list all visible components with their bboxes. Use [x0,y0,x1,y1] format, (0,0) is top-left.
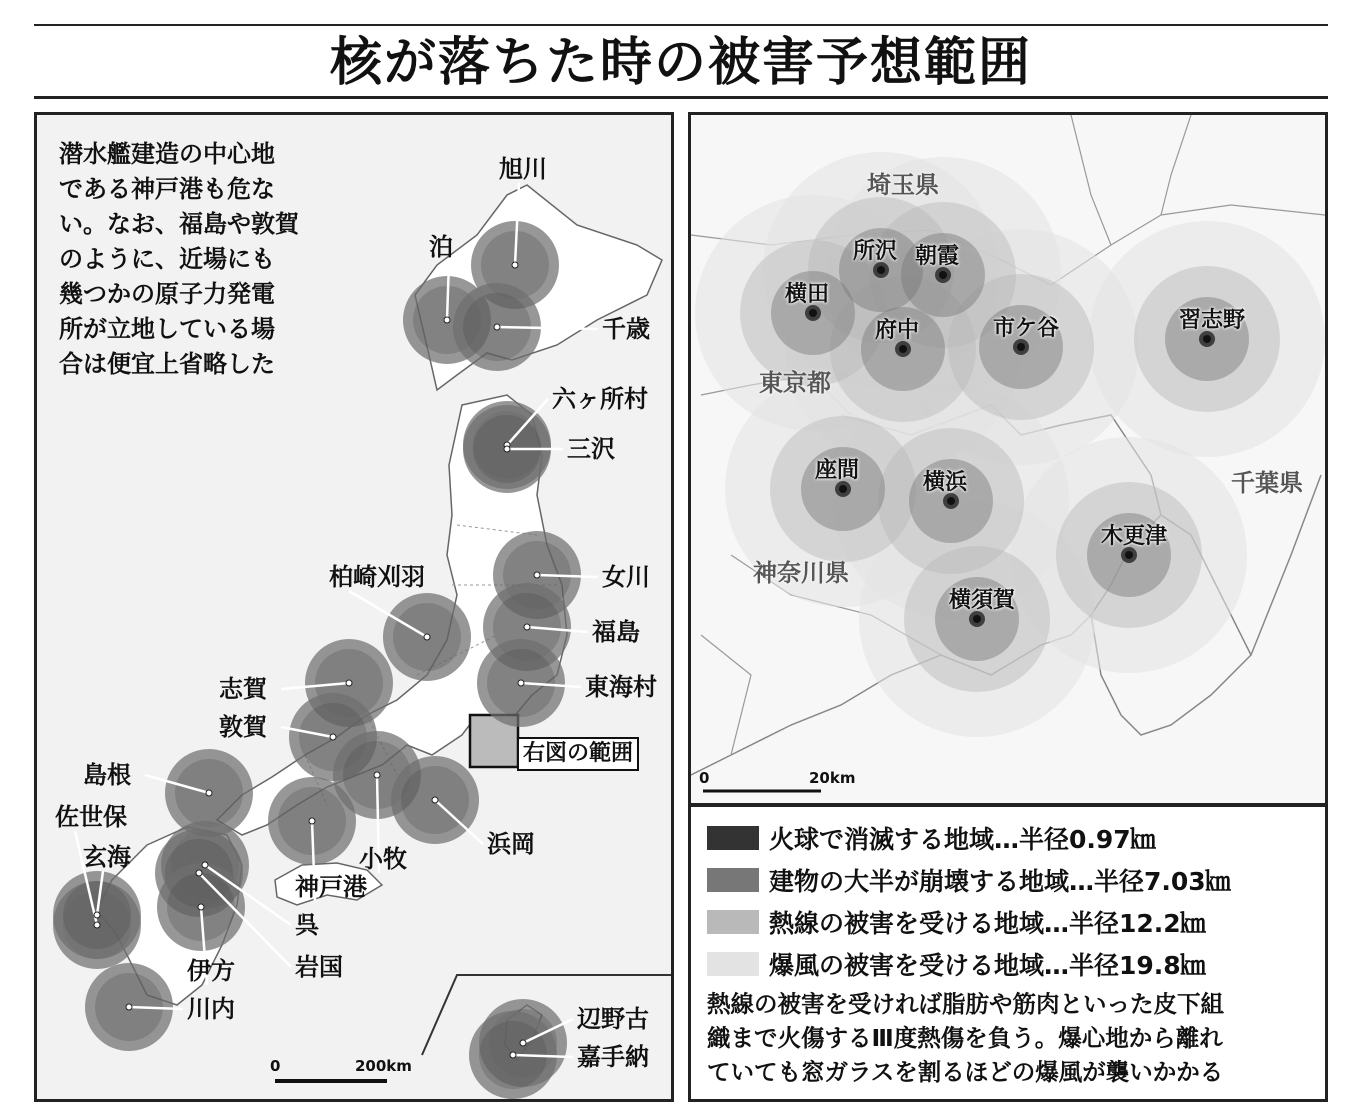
legend-swatch-collapse [707,868,759,892]
site-dot-site-10 [330,734,336,740]
site-label-site-17: 呉 [295,911,319,939]
site-label-site-5: 女川 [602,563,650,591]
kanto-dot-site-0 [877,266,885,274]
site-label-site-21: 辺野古 [577,1005,649,1033]
page-title: 核が落ちた時の被害予想範囲 [329,33,1032,93]
site-dot-site-13 [374,772,380,778]
kanto-dot-site-8 [1125,551,1133,559]
site-dot-site-12 [94,922,100,928]
left-note: 潜水艦建造の中心地 である神戸港も危な い。なお、福島や敦賀 のように、近場にも 幾つかの原子力発電 所が立地している場 合は便宜上省略した [59,140,299,378]
kanto-dot-site-9 [973,615,981,623]
scale-distance: 200km [355,1057,412,1075]
site-label-site-14: 浜岡 [487,830,535,858]
site-dot-site-6 [424,634,430,640]
site-dot-site-15 [94,912,100,918]
kanto-scale-distance: 20km [809,769,856,787]
kanto-label-site-5: 習志野 [1179,308,1246,333]
site-dot-site-16 [309,818,315,824]
pref-kanagawa: 神奈川県 [753,559,849,587]
kanto-label-site-9: 横須賀 [949,588,1016,613]
site-label-site-4: 三沢 [567,435,615,463]
site-dot-site-20 [126,1004,132,1010]
legend-swatch-blast [707,952,759,976]
legend [688,804,1328,1102]
site-label-site-8: 東海村 [585,673,657,701]
legend-row-fireball [707,821,1156,855]
kanto-scale-zero: 0 [699,769,710,787]
kanto-dot-site-7 [947,497,955,505]
site-label-site-9: 志賀 [219,675,267,703]
site-label-site-15: 玄海 [83,843,131,871]
kanto-label-site-0: 所沢 [853,239,898,264]
kanto-label-site-4: 市ケ谷 [993,316,1060,341]
kanto-dot-site-4 [1017,343,1025,351]
site-label-site-16: 神戸港 [295,873,367,901]
site-label-site-7: 福島 [592,618,640,646]
site-dot-site-22 [510,1052,516,1058]
site-label-site-19: 伊方 [187,957,235,985]
site-dot-site-0 [512,262,518,268]
damage-circles-kanto [695,152,1325,737]
site-label-site-22: 嘉手納 [577,1043,649,1071]
kanto-dot-site-1 [939,271,947,279]
site-dot-site-7 [524,624,530,630]
kanto-map-panel [688,112,1328,806]
pref-saitama: 埼玉県 [867,171,939,199]
site-dot-site-2 [494,324,500,330]
japan-map-panel [34,112,674,1102]
kanto-label-site-3: 府中 [875,318,920,343]
site-dot-site-18 [196,870,202,876]
kanto-label-site-2: 横田 [785,282,830,307]
kanto-dot-site-6 [839,485,847,493]
site-dot-site-5 [534,572,540,578]
pref-chiba: 千葉県 [1231,469,1303,497]
legend-row-thermal [707,905,1206,939]
site-label-site-1: 泊 [429,233,453,261]
legend-label-blast: 爆風の被害を受ける地域…半径19.8㎞ [769,951,1206,980]
scale-zero: 0 [270,1057,281,1075]
inset-label: 右図の範囲 [517,737,639,771]
kanto-dot-site-2 [809,309,817,317]
pref-tokyo: 東京都 [759,369,831,397]
site-label-site-12: 佐世保 [55,803,127,831]
title-bottom-rule [34,96,1328,99]
site-label-site-0: 旭川 [499,155,547,183]
kanto-label-site-6: 座間 [815,458,860,483]
site-dot-site-19 [198,904,204,910]
site-dot-site-1 [444,317,450,323]
site-dot-site-4 [504,446,510,452]
kanto-label-site-1: 朝霞 [915,244,960,269]
kanto-dot-site-5 [1203,335,1211,343]
site-label-site-20: 川内 [187,995,235,1023]
kanto-label-site-7: 横浜 [923,470,968,495]
site-dot-site-14 [432,797,438,803]
site-label-site-13: 小牧 [359,845,407,873]
legend-row-collapse [707,863,1231,897]
site-label-site-3: 六ヶ所村 [552,385,648,413]
site-dot-site-8 [518,680,524,686]
legend-swatch-fireball [707,826,759,850]
site-label-site-11: 島根 [83,761,131,789]
site-dot-site-17 [202,862,208,868]
site-dot-site-9 [346,680,352,686]
site-dot-site-21 [520,1040,526,1046]
site-label-site-18: 岩国 [295,953,343,981]
kanto-label-site-8: 木更津 [1101,524,1168,549]
kanto-dot-site-3 [899,345,907,353]
title-top-rule [34,24,1328,26]
site-label-site-6: 柏崎刈羽 [329,563,425,591]
legend-label-thermal: 熱線の被害を受ける地域…半径12.2㎞ [769,909,1206,938]
legend-label-collapse: 建物の大半が崩壊する地域…半径7.03㎞ [769,867,1231,896]
site-label-site-2: 千歳 [602,315,650,343]
kanto-map [691,115,1325,803]
legend-row-blast [707,947,1206,981]
site-dot-site-11 [206,790,212,796]
legend-note: 熱線の被害を受ければ脂肪や筋肉といった皮下組 織まで火傷するⅢ度熱傷を負う。爆心地から離れ ていても窓ガラスを割るほどの爆風が襲いかかる [707,990,1224,1086]
site-label-site-10: 敦賀 [219,713,267,741]
legend-label-fireball: 火球で消滅する地域…半径0.97㎞ [769,825,1156,854]
legend-swatch-thermal [707,910,759,934]
